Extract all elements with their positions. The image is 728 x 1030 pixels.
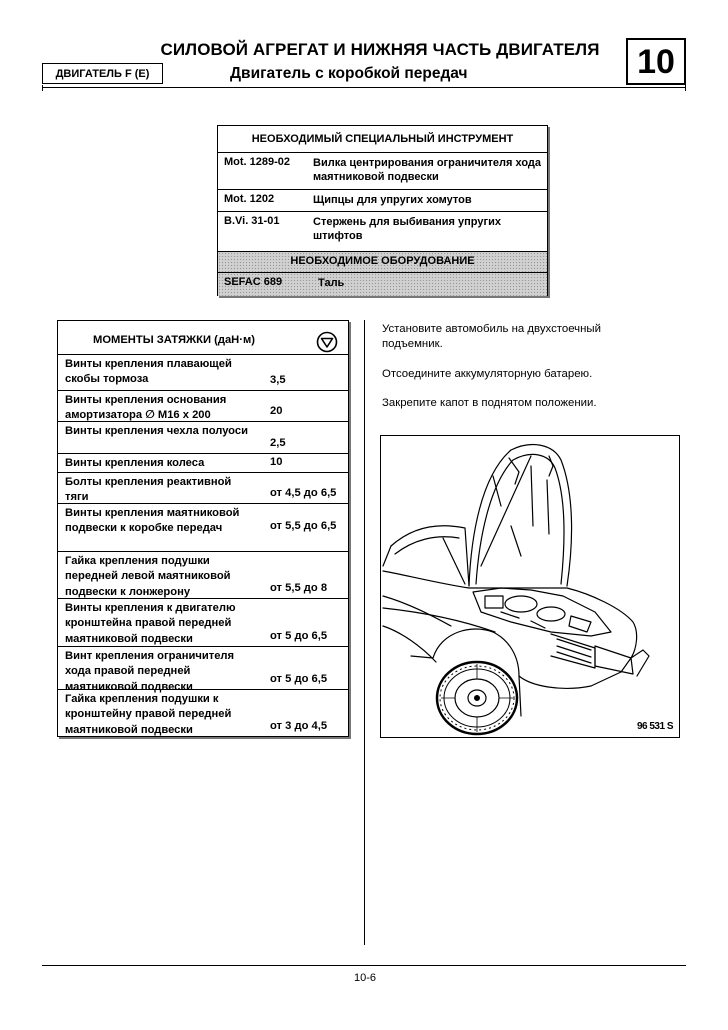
torque-row	[58, 390, 348, 421]
torque-value: от 4,5 до 6,5	[270, 487, 337, 499]
torque-row	[58, 503, 348, 551]
header-rule	[42, 87, 686, 88]
tools-row	[218, 152, 547, 189]
instruction-text: Отсоедините аккумуляторную батарею.	[382, 368, 593, 380]
torque-row	[58, 453, 348, 472]
tool-description: Вилка центрирования ограничителя хода маятниковой подвески	[313, 157, 541, 183]
torque-label: Винты крепления основания амортизатора ∅ М16 х 200	[65, 394, 227, 422]
footer-rule	[42, 965, 686, 966]
tool-code: Mot. 1202	[224, 193, 275, 205]
special-tools-title: НЕОБХОДИМЫЙ СПЕЦИАЛЬНЫЙ ИНСТРУМЕНТ	[251, 133, 514, 145]
torque-value: 2,5	[270, 437, 286, 449]
car-hood-illustration	[380, 435, 680, 738]
torque-table-title: МОМЕНТЫ ЗАТЯЖКИ (даН·м)	[93, 334, 255, 346]
torque-row	[58, 421, 348, 453]
torque-label: Винты крепления колеса	[65, 457, 205, 469]
equipment-title: НЕОБХОДИМОЕ ОБОРУДОВАНИЕ	[218, 251, 547, 272]
torque-wrench-icon	[316, 331, 338, 353]
tool-description: Щипцы для упругих хомутов	[313, 194, 472, 206]
torque-label: Винты крепления маятниковой подвески к коробке передач	[65, 507, 240, 535]
figure-reference-label: 96 531 S	[636, 721, 673, 732]
torque-label: Винт крепления ограничителя хода правой передней маятниковой подвески	[65, 650, 235, 693]
instruction-text: Установите автомобиль на двухстоечный подъемник.	[382, 323, 601, 350]
header-rule-right-tick	[685, 85, 686, 91]
torque-label: Винты крепления чехла полуоси	[65, 425, 248, 437]
equipment-row	[218, 272, 547, 296]
torque-row	[58, 598, 348, 646]
instruction-text: Закрепите капот в поднятом положении.	[382, 397, 597, 409]
torque-value: от 5,5 до 6,5	[270, 520, 337, 532]
tool-code: Mot. 1289-02	[224, 156, 291, 168]
torque-value: 10	[270, 456, 283, 468]
torque-value: от 5 до 6,5	[270, 673, 328, 685]
torque-label: Гайка крепления подушки передней левой маятниковой подвески к лонжерону	[65, 555, 231, 598]
tool-description: Стержень для выбивания упругих штифтов	[313, 216, 501, 242]
torque-value: 3,5	[270, 374, 286, 386]
torque-value: от 3 до 4,5	[270, 720, 328, 732]
section-number-box: 10	[626, 38, 686, 85]
page-subtitle: Двигатель с коробкой передач	[230, 65, 468, 82]
torque-value: от 5,5 до 8	[270, 582, 328, 594]
column-divider	[364, 320, 365, 945]
torque-label: Винты крепления плавающей скобы тормоза	[65, 358, 232, 386]
torque-value: 20	[270, 405, 283, 417]
torque-value: от 5 до 6,5	[270, 630, 328, 642]
torque-table	[57, 320, 349, 737]
tool-code: B.Vi. 31-01	[224, 215, 280, 227]
equipment-code: SEFAC 689	[224, 276, 283, 288]
torque-row	[58, 551, 348, 598]
car-hood-drawing	[381, 436, 680, 738]
torque-label: Винты крепления к двигателю кронштейна правой передней маятниковой подвески	[65, 602, 236, 645]
tools-row	[218, 211, 547, 251]
torque-row	[58, 689, 348, 736]
page-number: 10-6	[353, 972, 377, 984]
header-rule-left-tick	[42, 85, 43, 91]
tools-row	[218, 189, 547, 211]
torque-row	[58, 472, 348, 503]
page-title: СИЛОВОЙ АГРЕГАТ И НИЖНЯЯ ЧАСТЬ ДВИГАТЕЛЯ	[160, 40, 600, 59]
special-tools-table	[217, 125, 548, 296]
torque-row	[58, 355, 348, 390]
equipment-description: Таль	[318, 277, 345, 289]
torque-label: Гайка крепления подушки к кронштейну правой передней маятниковой подвески	[65, 693, 232, 736]
torque-label: Болты крепления реактивной тяги	[65, 476, 232, 504]
engine-label-box: ДВИГАТЕЛЬ F (E)	[42, 63, 163, 84]
torque-row	[58, 646, 348, 693]
